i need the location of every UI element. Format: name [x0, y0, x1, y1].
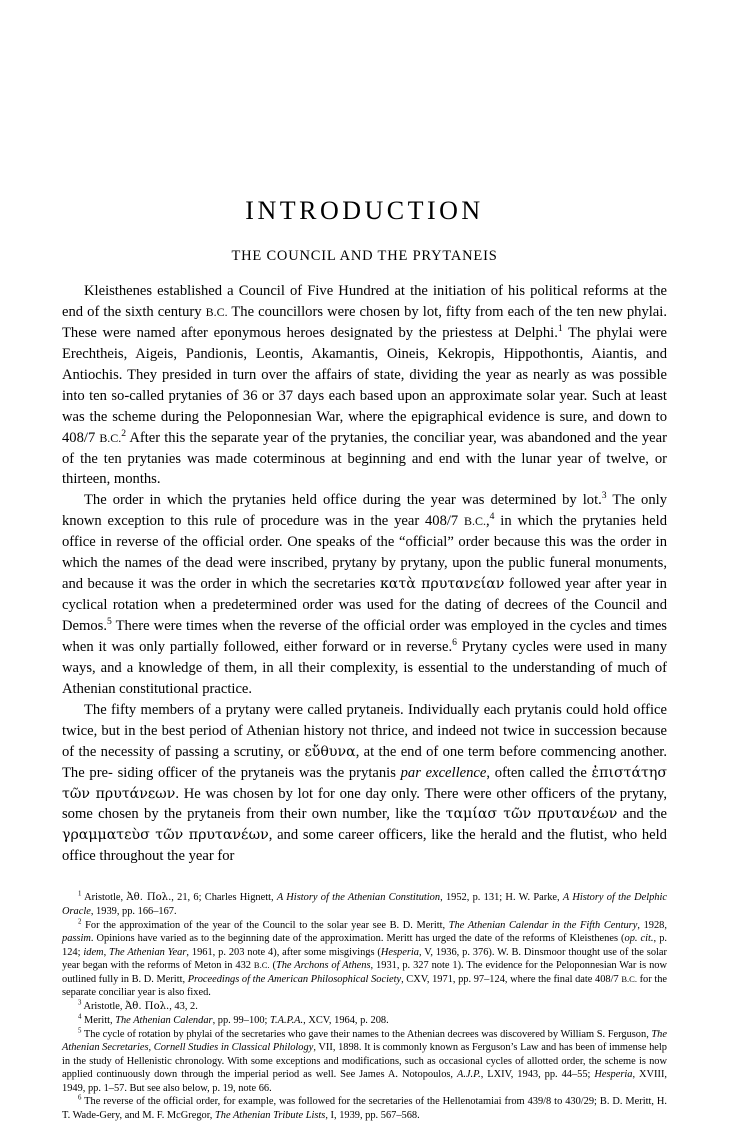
footnote: $^1$ Aristotle, Ἀθ. Πολ., 21, 6; Charles Hignett, A History of the Athenian Constitution, 1952, p. 131; H. W. Parke, A History of the Delphic Oracle, 1939, pp. 166–167. [62, 890, 668, 918]
footnote: $^2$ For the approximation of the year of the Council to the solar year see B. D. Meritt, The Athenian Calendar in the Fifth Century, 1928, passim. Opinions have varied as to the beginning date of the approximation. Meritt has urged the date of the reforms of Kleisthenes (op. cit., p. 124; idem, The Athenian Year, 1961, p. 203 note 4), after some misgivings (Hesperia, V, 1936, p. 376). W. B. Dinsmoor thought use of the solar year began with the reforms of Meton in 432 B.C. (The Archons of Athens, 1931, p. 327 note 1). The evidence for the Peloponnesian War is now outlined fully in B. D. Meritt, Proceedings of the American Philosophical Society, CXV, 1971, pp. 97–124, where the final date 408/7 B.C. for the separate conciliar year is also fixed. [62, 918, 668, 998]
body-text [62, 281, 667, 867]
paragraph: Kleisthenes established a Council of Five Hundred at the initiation of his political reforms at the end of the sixth century B.C. The councillors were chosen by lot, fifty from each of the ten new phylai. These were named after eponymous heroes designated by the priestess at Delphi.$^1$ The phylai were Erechtheis, Aigeis, Pandionis, Leontis, Akamantis, Oineis, Kekropis, Hippothontis, Aiantis, and Antiochis. They presided in turn over the affairs of state, dividing the year as nearly as was possible into ten so-called prytanies of 36 or 37 days each based upon an approximate solar year. Such at least was the scheme during the Peloponnesian War, where the epigraphical evidence is sure, and down to 408/7 B.C.$^2$ After this the separate year of the prytanies, the conciliar year, was abandoned and the year of the ten prytanies was made coterminous at beginning and end with the lunar year of twelve, or thirteen, months. [62, 283, 667, 488]
footnote: $^4$ Meritt, The Athenian Calendar, pp. 99–100; T.A.P.A., XCV, 1964, p. 208. [78, 1013, 389, 1027]
footnote: $^6$ The reverse of the official order, for example, was followed for the secretaries of the Hellenotamiai from 439/8 to 430/29; B. D. Meritt, H. T. Wade-Gery, and M. F. McGregor, The Athenian Tribute Lists, I, 1939, pp. 567–568. [62, 1094, 667, 1121]
footnote: $^3$ Aristotle, Ἀθ. Πολ., 43, 2. [78, 999, 198, 1012]
paragraph: The fifty members of a prytany were called prytaneis. Individually each prytanis could hold office twice, but in the best period of Athenian history not thrice, and indeed not twice in succession because of the necessity of passing a scrutiny, or εὔθυνα, at the end of one term before commencing another. The pre- siding officer of the prytaneis was the prytanis par excellence, often called the ἐπιστάτησ τῶν πρυτάνεων. He was chosen by lot for one day only. There were other officers of the prytany, some chosen by the prytaneis from their own number, like the ταμίασ τῶν πρυτανέων and the γραμματεὺσ τῶν πρυτανέων, and some career officers, like the herald and the flutist, who held office throughout the year for [62, 701, 668, 865]
section-heading: THE COUNCIL AND THE PRYTANEIS [231, 248, 498, 264]
page-title: INTRODUCTION [245, 196, 484, 225]
paragraph: The order in which the prytanies held office during the year was determined by lot.$^3$ The only known exception to this rule of procedure was in the year 408/7 B.C.,$^4$ in which the prytanies held office in reverse of the official order. One speaks of the “official” order because this was the order in which the names of the dead were inscribed, prytany by prytany, upon the public funeral monuments, and because it was the order in which the secretaries κατὰ πρυτανείαν followed year after year in cyclical rotation when a predetermined order was used for the dating of decrees of the Council and Demos.$^5$ There were times when the reverse of the official order was employed in the cycles and times when it was only partially followed, either forward or in reverse.$^6$ Prytany cycles were used in many ways, and a knowledge of them, in all their complexity, is essential to the understanding of much of Athenian constitutional practice. [62, 490, 667, 697]
footnote: $^5$ The cycle of rotation by phylai of the secretaries who gave their names to the Athenian decrees was discovered by William S. Ferguson, The Athenian Secretaries, Cornell Studies in Classical Philology, VII, 1898. It is commonly known as Ferguson’s Law and has been of immense help in the study of Hellenistic chronology. With some exceptions and modifications, such as occasional cycles of allotted order, the scheme is now applied continuously down through the imperial period as well. See James A. Notopoulos, A.J.P., LXIV, 1943, pp. 44–55; Hesperia, XVIII, 1949, pp. 1–57. But see also below, p. 19, note 66. [62, 1027, 667, 1094]
footnotes [62, 885, 667, 1122]
